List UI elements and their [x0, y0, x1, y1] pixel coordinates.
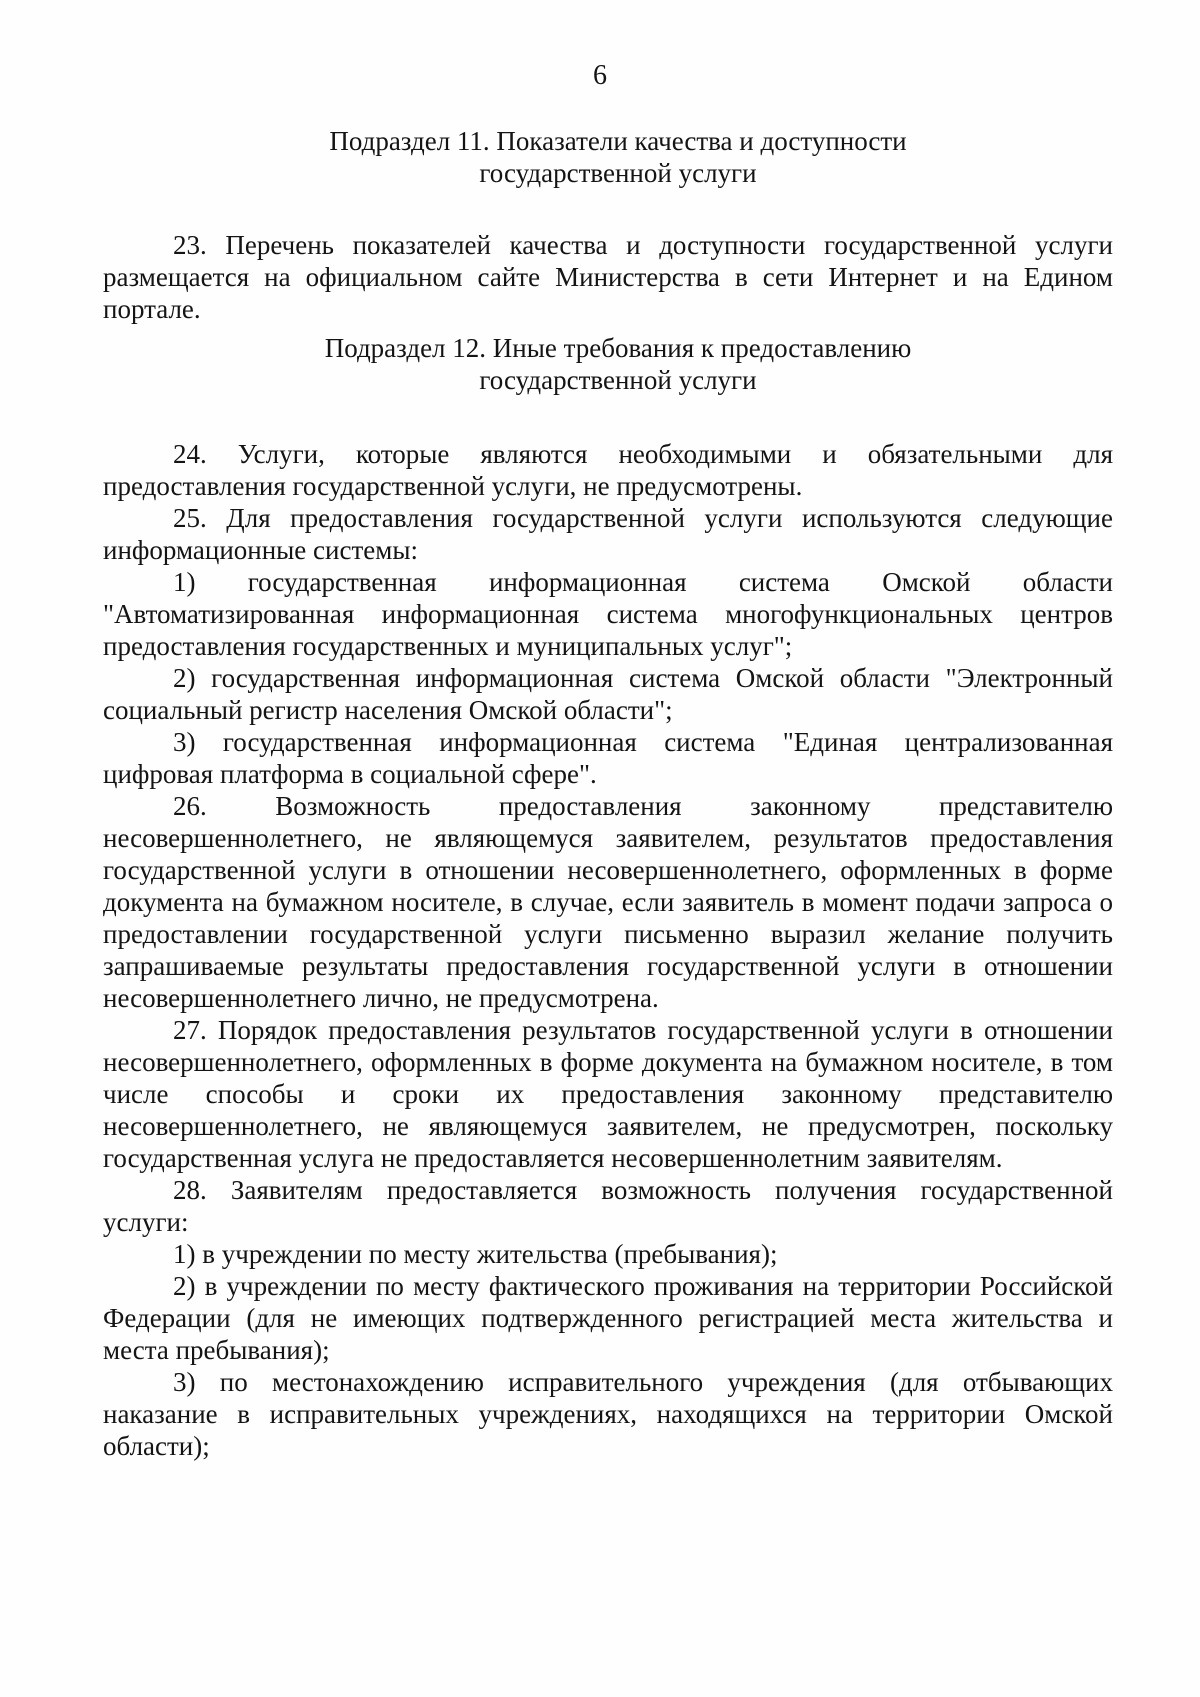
paragraph-25-item-1: 1) государственная информационная система Омской области "Автоматизированная информационная система многофункциональных центров предоставления государственных и муниципальных услуг";	[103, 567, 1113, 661]
paragraph-25-item-2: 2) государственная информационная система Омской области "Электронный социальный регистр населения Омской области";	[103, 663, 1113, 725]
subsection-12-title-line2: государственной услуги	[479, 365, 757, 395]
subsection-12-title-line1: Подраздел 12. Иные требования к предоставлению	[324, 333, 912, 363]
subsection-12-heading	[103, 332, 1113, 396]
paragraph-23: 23. Перечень показателей качества и доступности государственной услуги размещается на официальном сайте Министерства в сети Интернет и на Едином портале.	[103, 230, 1113, 324]
paragraph-28-item-1: 1) в учреждении по месту жительства (пребывания);	[173, 1239, 778, 1269]
paragraph-28-item-3: 3) по местонахождению исправительного учреждения (для отбывающих наказание в исправительных учреждениях, находящихся на территории Омской области);	[103, 1367, 1113, 1461]
subsection-11-heading	[103, 125, 1113, 189]
paragraph-25-item-3: 3) государственная информационная система "Единая централизованная цифровая платформа в социальной сфере".	[103, 727, 1113, 789]
paragraph-27: 27. Порядок предоставления результатов государственной услуги в отношении несовершеннолетнего, оформленных в форме документа на бумажном носителе, в том числе способы и сроки их предоставления законному представителю несовершеннолетнего, не являющемуся заявителем, не предусмотрен, поскольку государственная услуга не предоставляется несовершеннолетним заявителям.	[103, 1015, 1113, 1173]
document-body	[103, 125, 1113, 1462]
paragraph-26: 26. Возможность предоставления законному представителю несовершеннолетнего, не являющемуся заявителем, результатов предоставления государственной услуги в отношении несовершеннолетнего, оформленных в форме документа на бумажном носителе, в случае, если заявитель в момент подачи запроса о предоставлении государственной услуги письменно выразил желание получить запрашиваемые результаты предоставления государственной услуги в отношении несовершеннолетнего лично, не предусмотрена.	[103, 791, 1113, 1013]
subsection-11-title-line2: государственной услуги	[479, 158, 757, 188]
page-number: 6	[593, 60, 607, 91]
paragraph-28: 28. Заявителям предоставляется возможность получения государственной услуги:	[103, 1175, 1113, 1237]
paragraph-24: 24. Услуги, которые являются необходимыми и обязательными для предоставления государственной услуги, не предусмотрены.	[103, 439, 1113, 501]
paragraph-28-item-2: 2) в учреждении по месту фактического проживания на территории Российской Федерации (для не имеющих подтвержденного регистрацией места жительства и места пребывания);	[103, 1271, 1113, 1365]
paragraph-25: 25. Для предоставления государственной услуги используются следующие информационные системы:	[103, 503, 1113, 565]
subsection-11-title-line1: Подраздел 11. Показатели качества и доступности	[329, 126, 907, 156]
